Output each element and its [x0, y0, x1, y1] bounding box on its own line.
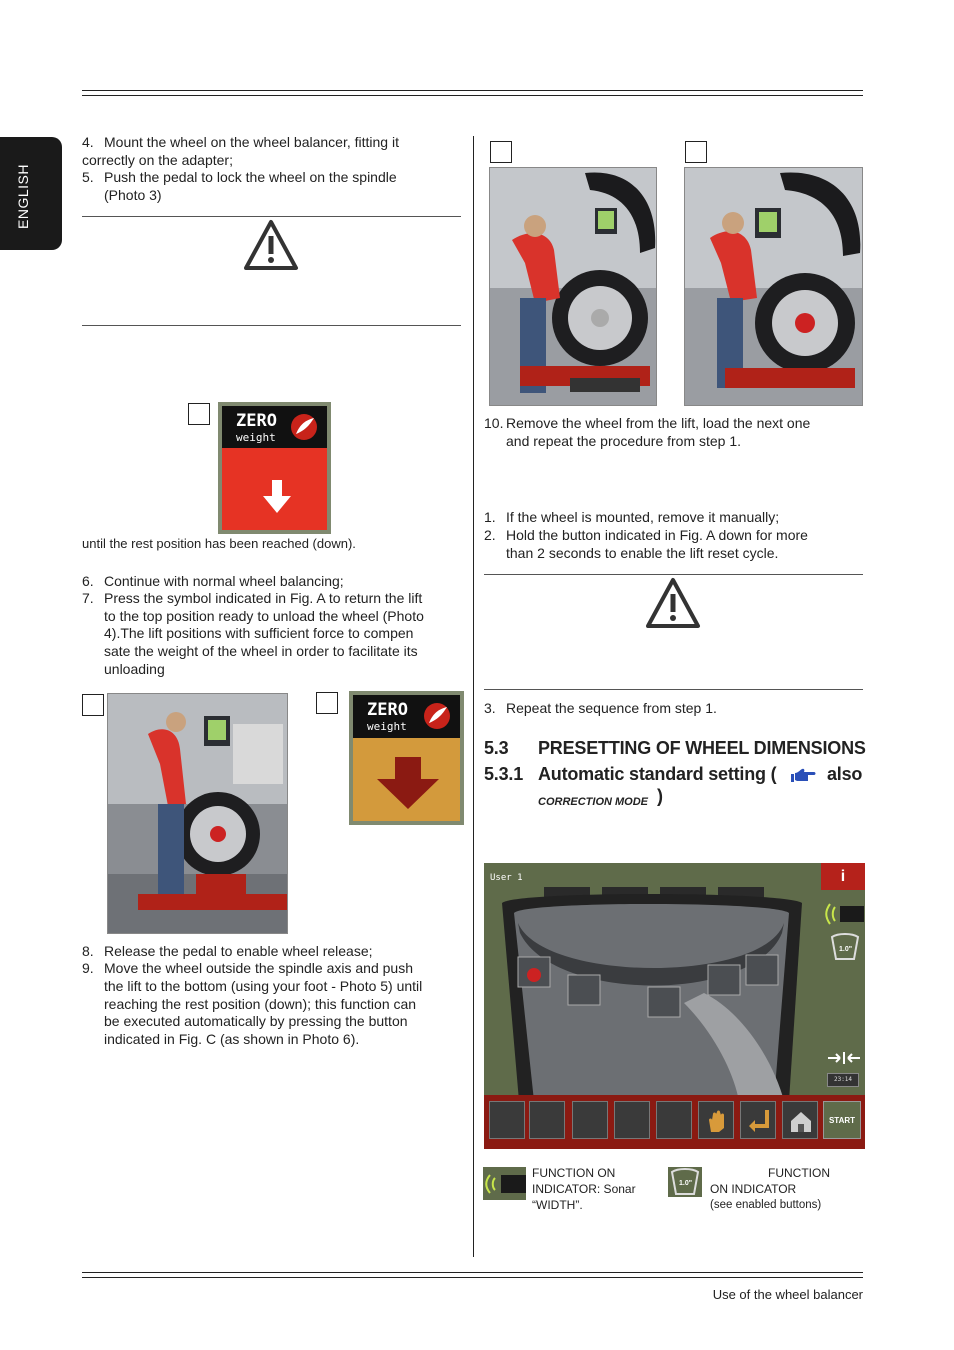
info-button[interactable]: i	[821, 863, 865, 890]
language-label: ENGLISH	[15, 164, 31, 229]
sonar-width-icon	[824, 899, 864, 929]
photo-lift-wheel	[107, 693, 288, 934]
step-7-line-2: to the top position ready to unload the wheel (Photo	[104, 608, 424, 624]
photo-push-lift	[489, 167, 657, 406]
warning-icon	[243, 219, 299, 271]
toolbar-button-2[interactable]	[529, 1101, 565, 1139]
wheel-rim-graphic	[484, 883, 824, 1101]
zero-weight-up-button[interactable]	[218, 402, 331, 534]
balancer-screen	[484, 863, 865, 1149]
feather-icon	[288, 412, 320, 442]
photo-5-label-box	[490, 141, 512, 163]
return-arrow-icon	[741, 1102, 777, 1140]
zero-label: ZERO	[236, 411, 277, 431]
step-9-line-2: the lift to the bottom (using your foot - Photo 5) until	[104, 978, 423, 994]
svg-text:1.0": 1.0"	[679, 1180, 693, 1187]
width-arrows-icon	[828, 1051, 860, 1065]
legend-2-line-3: (see enabled buttons)	[710, 1199, 822, 1211]
sonar-legend-icon	[483, 1167, 526, 1200]
section-5-3-1-close-paren: )	[657, 786, 663, 806]
size-legend-icon	[668, 1167, 702, 1197]
photo-auto-lift	[684, 167, 863, 406]
step-9-line-4: be executed automatically by pressing the button	[104, 1013, 408, 1029]
legend-2-line-1: FUNCTION	[768, 1166, 830, 1180]
legend-2-line-2: ON INDICATOR	[710, 1182, 797, 1196]
column-divider	[473, 136, 474, 1257]
size-indicator-label: 1.0"	[839, 946, 853, 953]
step-7-line-3: 4).The lift positions with sufficient force to compen	[104, 625, 414, 641]
correction-mode-label: CORRECTION MODE	[538, 796, 648, 808]
hand-icon	[699, 1102, 735, 1140]
clock-display: 23:14	[827, 1073, 859, 1087]
step-9-line-3: reaching the rest position (down); this function can	[104, 996, 417, 1012]
photo-6-label-box	[685, 141, 707, 163]
toolbar-button-5[interactable]	[656, 1101, 692, 1139]
step-5-cont: (Photo 3)	[104, 187, 162, 203]
section-5-3-title: PRESETTING OF WHEEL DIMENSIONS	[538, 738, 866, 758]
feather-icon-2	[421, 701, 453, 731]
zero-weight-down-button[interactable]	[349, 691, 464, 825]
start-button[interactable]: START	[823, 1101, 861, 1139]
language-tab	[0, 137, 62, 250]
step-4-cont: correctly on the adapter;	[82, 152, 233, 168]
weight-label: weight	[236, 431, 276, 444]
legend-1-line-1: FUNCTION ON	[532, 1166, 616, 1180]
user-label: User 1	[490, 873, 523, 883]
step-9-line-5: indicated in Fig. C (as shown in Photo 6).	[104, 1031, 360, 1047]
home-icon	[783, 1102, 819, 1140]
hand-pointer-icon	[790, 767, 816, 783]
step-10-line-2: and repeat the procedure from step 1.	[506, 433, 742, 449]
toolbar-button-4[interactable]	[614, 1101, 650, 1139]
home-button[interactable]	[782, 1101, 818, 1139]
toolbar-button-3[interactable]	[572, 1101, 608, 1139]
section-5-3-1-number: 5.3.1	[484, 764, 524, 784]
figure-c-label-box	[316, 692, 338, 714]
rest-position-text: until the rest position has been reached (down).	[82, 536, 356, 551]
bottom-toolbar	[484, 1095, 865, 1149]
warning-icon-2	[645, 577, 701, 629]
zero-label-2: ZERO	[367, 700, 408, 720]
hand-button[interactable]	[698, 1101, 734, 1139]
photo-label-box	[82, 694, 104, 716]
toolbar-button-1[interactable]	[489, 1101, 525, 1139]
figure-label-box	[188, 403, 210, 425]
footer-label: Use of the wheel balancer	[712, 1287, 863, 1302]
legend-1-line-2: INDICATOR: Sonar	[532, 1182, 636, 1196]
section-5-3-number: 5.3	[484, 738, 509, 758]
step-7-line-5: unloading	[104, 661, 165, 677]
reset-step-2-line-2: than 2 seconds to enable the lift reset cycle.	[506, 545, 779, 561]
legend-1-line-3: “WIDTH”.	[532, 1198, 583, 1212]
arrow-down-icon	[262, 480, 292, 514]
step-7-line-4: sate the weight of the wheel in order to facilitate its	[104, 643, 418, 659]
weight-label-2: weight	[367, 720, 407, 733]
section-5-3-1-also: also	[827, 764, 863, 784]
return-button[interactable]	[740, 1101, 776, 1139]
section-5-3-1-title: Automatic standard setting (	[538, 764, 777, 784]
arrow-down-big-icon	[377, 757, 439, 809]
